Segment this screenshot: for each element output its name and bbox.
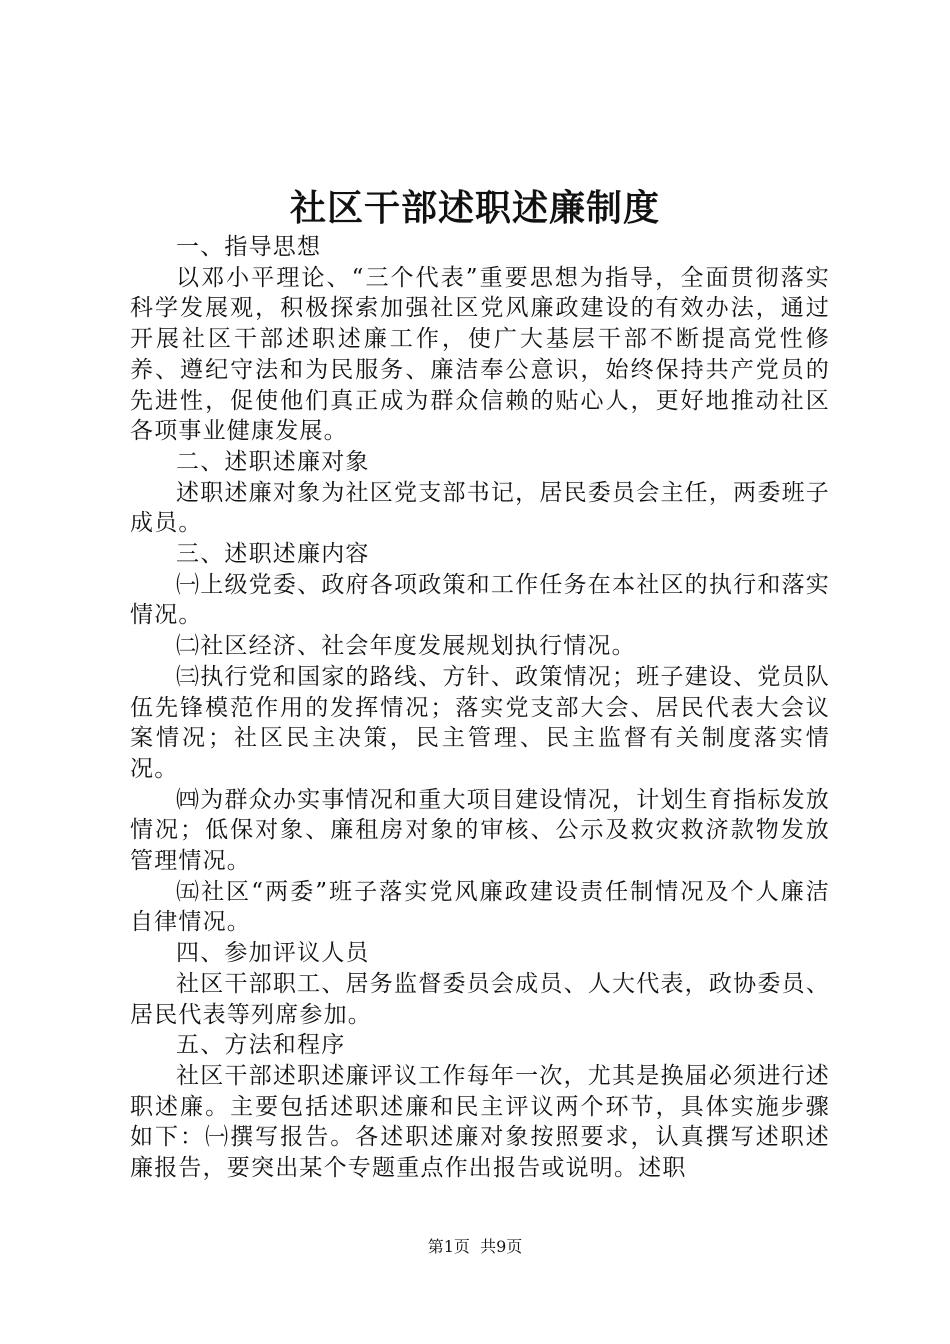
- document-body: [130, 232, 830, 1184]
- list-item: ㈤社区“两委”班子落实党风廉政建设责任制情况及个人廉洁自律情况。: [130, 878, 830, 936]
- paragraph: 社区干部职工、居务监督委员会成员、人大代表，政协委员、居民代表等列席参加。: [130, 970, 830, 1028]
- page-number: 第1页 共9页: [427, 1237, 523, 1256]
- section-heading: 四、参加评议人员: [176, 940, 370, 967]
- section-heading: 二、述职述廉对象: [176, 448, 370, 475]
- list-item: ㈡社区经济、社会年度发展规划执行情况。: [176, 633, 636, 660]
- paragraph: 社区干部述职述廉评议工作每年一次，尤其是换届必须进行述职述廉。主要包括述职述廉和民主评议两个环节，具体实施步骤如下：㈠撰写报告。各述职述廉对象按照要求，认真撰写述职述廉报告，要突出某个专题重点作出报告或说明。述职: [130, 1062, 830, 1182]
- section-heading: 五、方法和程序: [176, 1032, 346, 1059]
- section-heading: 一、指导思想: [176, 234, 322, 260]
- document-title: 社区干部述职述廉制度: [289, 187, 660, 229]
- section-heading: 三、述职述廉内容: [176, 541, 370, 568]
- list-item: ㈠上级党委、政府各项政策和工作任务在本社区的执行和落实情况。: [130, 571, 830, 629]
- list-item: ㈢执行党和国家的路线、方针、政策情况；班子建设、党员队伍先锋模范作用的发挥情况；落实党支部大会、居民代表大会议案情况；社区民主决策，民主管理、民主监督有关制度落实情况。: [130, 663, 830, 782]
- paragraph: 述职述廉对象为社区党支部书记，居民委员会主任，两委班子成员。: [130, 479, 830, 537]
- paragraph: 以邓小平理论、“三个代表”重要思想为指导，全面贯彻落实科学发展观，积极探索加强社区党风廉政建设的有效办法，通过开展社区干部述职述廉工作，使广大基层干部不断提高党性修养、遵纪守法和为民服务、廉洁奉公意识，始终保持共产党员的先进性，促使他们真正成为群众信赖的贴心人，更好地推动社区各项事业健康发展。: [130, 264, 830, 445]
- list-item: ㈣为群众办实事情况和重大项目建设情况，计划生育指标发放情况；低保对象、廉租房对象的审核、公示及救灾救济款物发放管理情况。: [130, 786, 830, 875]
